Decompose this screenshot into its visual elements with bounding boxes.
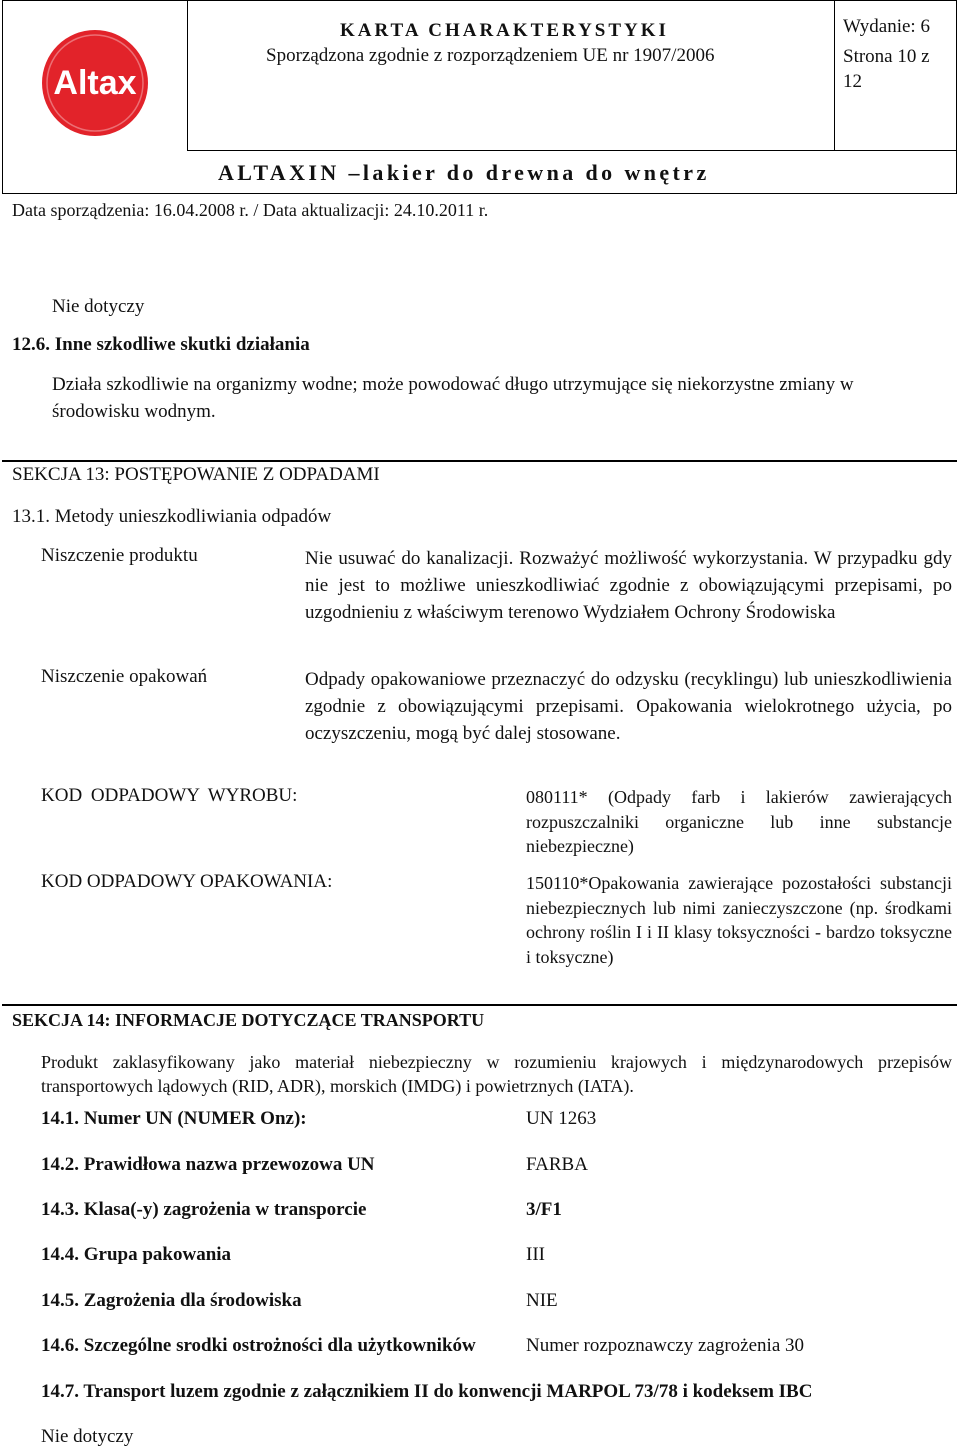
section-13-1-title: 13.1. Metody unieszkodliwiania odpadów	[12, 506, 332, 527]
transport-row-value: 3/F1	[526, 1199, 562, 1220]
document-dates: Data sporządzenia: 16.04.2008 r. / Data aktualizacji: 24.10.2011 r.	[12, 200, 489, 220]
waste-code-packaging: 150110*Opakowania zawierające pozostałości substancji niebezpiecznych lub nimi zanieczyszczone (np. środkami ochrony roślin I i II klasy toksyczności - bardzo toksyczne i toksyczne)	[526, 873, 952, 967]
product-name: ALTAXIN –lakier do drewna do wnętrz	[218, 160, 710, 185]
header-divider	[187, 0, 188, 150]
transport-row-label: 14.5. Zagrożenia dla środowiska	[41, 1290, 302, 1311]
packaging-disposal-label: Niszczenie opakowań	[41, 666, 208, 687]
page-number-total: 12	[843, 71, 862, 92]
not-applicable-text: Nie dotyczy	[52, 296, 145, 317]
section-13-title: SEKCJA 13: POSTĘPOWANIE Z ODPADAMI	[12, 464, 380, 485]
transport-row-value: Numer rozpoznawczy zagrożenia 30	[526, 1335, 804, 1356]
section-12-6-title: 12.6. Inne szkodliwe skutki działania	[12, 334, 310, 355]
transport-intro: Produkt zaklasyfikowany jako materiał niebezpieczny w rozumieniu krajowych i międzynarodowych przepisów transportowych lądowych (RID, ADR), morskich (IMDG) i powietrznych (IATA).	[41, 1052, 952, 1096]
transport-row-label: 14.1. Numer UN (NUMER Onz):	[41, 1108, 307, 1129]
header-divider	[187, 150, 957, 151]
transport-row-value: UN 1263	[526, 1108, 597, 1129]
page-number: Strona 10 z	[843, 46, 930, 67]
altax-logo	[40, 28, 150, 138]
transport-row-value: NIE	[526, 1290, 558, 1311]
section-divider	[2, 460, 957, 462]
section-12-6-text: Działa szkodliwie na organizmy wodne; może powodować długo utrzymujące się niekorzystne zmiany w środowisku wodnym.	[52, 374, 854, 422]
product-disposal-text: Nie usuwać do kanalizacji. Rozważyć możliwość wykorzystania. W przypadku gdy nie jest to możliwe unieszkodliwiać zgodnie z obowiązującymi przepisami, po uzgodnieniu z właściwym terenowo Wydziałem Ochrony Środowiska	[305, 548, 952, 623]
waste-code-product: 080111* (Odpady farb i lakierów zawierających rozpuszczalniki organiczne lub inne substancje niebezpieczne)	[526, 787, 952, 856]
section-divider	[2, 1004, 957, 1006]
section-14-7-title: 14.7. Transport luzem zgodnie z załącznikiem II do konwencji MARPOL 73/78 i kodeksem IBC	[41, 1381, 813, 1402]
transport-row-value: FARBA	[526, 1154, 588, 1175]
edition: Wydanie: 6	[843, 16, 930, 37]
product-disposal-label: Niszczenie produktu	[41, 545, 198, 566]
svg-text:Altax: Altax	[53, 64, 137, 102]
transport-row-label: 14.2. Prawidłowa nazwa przewozowa UN	[41, 1154, 375, 1175]
transport-row-label: 14.6. Szczególne srodki ostrożności dla użytkowników	[41, 1335, 476, 1356]
waste-code-packaging-label: KOD ODPADOWY OPAKOWANIA:	[41, 871, 333, 892]
regulation: Sporządzona zgodnie z rozporządzeniem UE nr 1907/2006	[266, 45, 715, 66]
doc-type: KARTA CHARAKTERYSTYKI	[340, 20, 669, 41]
waste-code-product-label: KOD ODPADOWY WYROBU:	[41, 785, 298, 806]
section-14-7-value: Nie dotyczy	[41, 1426, 134, 1447]
section-14-title: SEKCJA 14: INFORMACJE DOTYCZĄCE TRANSPORTU	[12, 1010, 485, 1030]
packaging-disposal-text: Odpady opakowaniowe przeznaczyć do odzysku (recyklingu) lub unieszkodliwienia zgodnie z obowiązującymi przepisami. Opakowania wielokrotnego użycia, po oczyszczeniu, mogą być dalej stosowane.	[305, 669, 952, 744]
transport-row-label: 14.4. Grupa pakowania	[41, 1244, 232, 1265]
transport-row-label: 14.3. Klasa(-y) zagrożenia w transporcie	[41, 1199, 367, 1220]
header-divider	[834, 0, 835, 150]
transport-row-value: III	[526, 1244, 545, 1265]
